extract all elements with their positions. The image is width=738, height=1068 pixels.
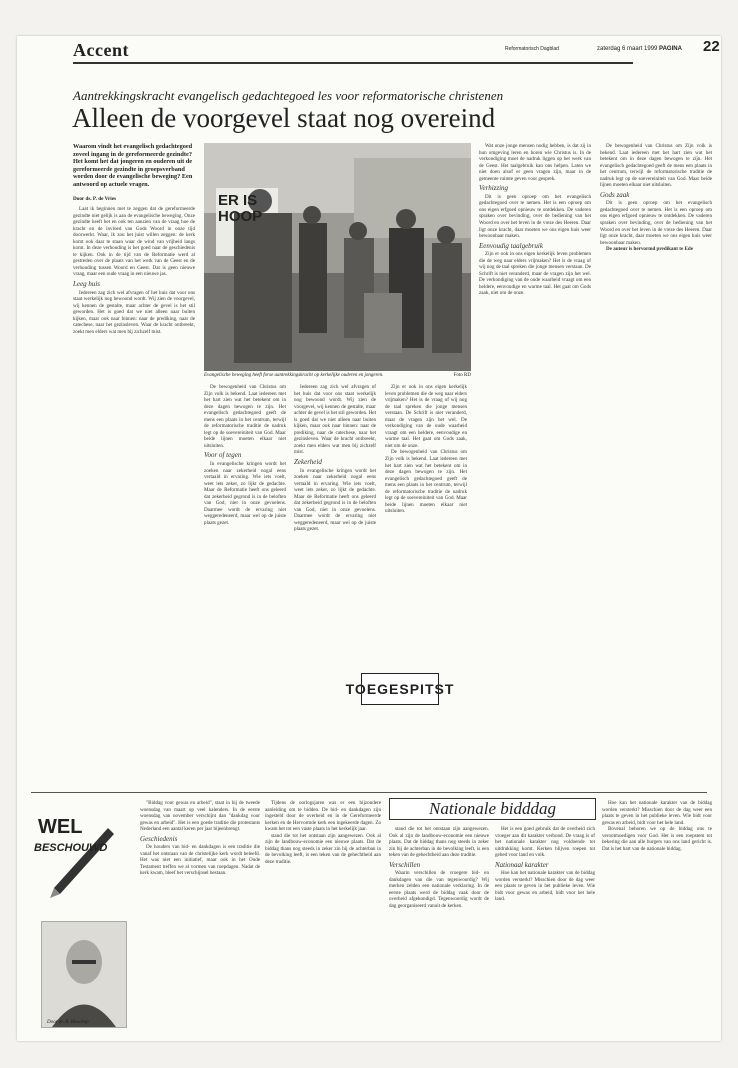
paragraph: "Biddag voor gewas en arbeid", staat in bij de tweede woensdag van maart op veel kalenders. In de eerste woensdag van november verschijnt dan "dankdag voor gewas en arbeid". Het is een goede traditie die protestants Nederland een aantal keren per jaar bijeenbrengt. (140, 800, 260, 833)
page-header (17, 36, 721, 88)
subhead: Verhizzing (479, 184, 509, 193)
paragraph: Iedereen zag zich wel afvragen of het huis dat voor ons staat werkelijk nog bewoond wordt. Wij zien de voorgevel, wij kennen de gestalte, maar achter de gevel is het stil geworden. Het is goed dat we niet alleen naar buiten kijken, maar ook naar binnen: naar de prediking, naar de catechese, naar het gezinsleven. Waar de kracht ontbreekt, zoekt men elders wat men bij zichzelf mist. (294, 384, 376, 456)
opinion-column-1 (140, 800, 260, 1030)
opinion-column-4 (495, 826, 595, 1030)
subhead: Nationaal karakter (495, 860, 549, 869)
newspaper-page (17, 36, 721, 1041)
paragraph: Bovenal behoren we op de biddag ons te verootmoedigen voor God. Het is een roepstem tot bekering die aan alle burgers van ons land gericht is. Dat is het hart van de nationale biddag. (602, 826, 712, 852)
paragraph: Dit is geen oproep om het evangelisch gedachtegoed over te nemen. Het is een oproep om ons eigen erfgoed opnieuw te ontdekken. De vaderen spraken over bevinding, over de bediening van het Woord en over het leven in de vreze des Heeren. Daar ligt onze kracht, daar moeten we ons eigen huis weer bewoonbaar maken. (479, 193, 591, 240)
paragraph: In evangelische kringen wordt het zoeken naar zekerheid nogal eens vertaald in ervaring. Wie iets voelt, weet iets zeker, zo lijkt de gedachte. Maar de Reformatie heeft ons geleerd dat zekerheid gegrond is in de beloften van God, niet in onze gevoelens. Daarmee wordt de ervaring niet weggeredeneerd, maar wel op de juiste plaats gezet. (294, 467, 376, 533)
opinion-title: Nationale bidddag (389, 798, 596, 820)
paragraph: De houders van bid- en dankdagen is een traditie die vanaf het ontstaan van de christelijke kerk wordt beleefd. Het was niet een initiatief, maar ook in het Oude Testament treffen we al vormen van roepdagen. Nadat de kerk kwam, bleef het verschijnsel bestaan. (140, 844, 260, 877)
subhead: Voor of tegen (204, 451, 242, 460)
subhead: Gods zaak (600, 190, 630, 199)
paragraph: Tijdens de oorlogsjaren was er een bijzondere aanleiding om te bidden. De bid- en dankdagen zijn ingesteld door de overheid en in de Gereformeerde kerken en de Hervormde kerk een ingekeerde dagen. Zo kwam het tot een vaste plaats in het kerkelijk jaar. (265, 800, 381, 833)
article-column-4 (385, 384, 467, 664)
paragraph: De bewogenheid van Christus om Zijn volk is bekend. Laat iedereen met het hart zien wat het betekent om in deze dagen bewogen te zijn. Het evangelisch gedachtegoed geeft de mens een plaats in het centrum, terwijl de reformatorische traditie de nadruk legt op de soevereiniteit van God. Maar beide lijnen moeten elkaar niet uitsluiten. (600, 143, 712, 189)
paragraph: De bewogenheid van Christus om Zijn volk is bekend. Laat iedereen met het hart zien wat het betekent om in deze dagen bewogen te zijn. Het evangelisch gedachtegoed geeft de mens een plaats in het centrum, terwijl de reformatorische traditie de nadruk legt op de soevereiniteit van God. Maar beide lijnen moeten elkaar niet uitsluiten. (204, 384, 286, 449)
paragraph: Dit is geen oproep om het evangelisch gedachtegoed over te nemen. Het is een oproep om ons eigen erfgoed opnieuw te ontdekken. De vaderen spraken over bevinding, over de bediening van het Woord en over het leven in de vreze des Heeren. Daar ligt onze kracht, daar moeten we ons eigen huis weer bewoonbaar maken. (600, 200, 712, 246)
article-column-6 (600, 143, 712, 782)
paragraph: Hoe kan het nationale karakter van de biddag worden versterkt? Misschien door de dag weer een plaats te geven in het publieke leven. Wie bidt voor gewas en arbeid, bidt voor het hele land. (495, 870, 595, 903)
article-headline: Alleen de voorgevel staat nog overeind (72, 103, 496, 133)
article-column-3 (294, 384, 376, 782)
header-rule (73, 62, 633, 64)
date-text: zaterdag 6 maart 1999 (597, 46, 658, 52)
toegespitst-logo: TOEGESPITST (361, 673, 439, 705)
paragraph: Wat onze jonge mensen nodig hebben, is dat zij in hun omgeving leren en horen wie Christus is. In de verkondiging moet de nadruk liggen op het werk van de Geest. Het taalgebruik kan ons helpen. Laten we niet doen alsof er geen vragen zijn, maar in de gemeente ruimte geven voor gesprek. (479, 143, 591, 182)
author-note: De auteur is hervormd predikant te Ede (606, 246, 693, 253)
paragraph: Waarin verschillen de vroegere bid- en dankdagen van die van tegenwoordig? Wij merken zelden een nationale verklaring. In de eerste plaats werd de biddag vaak door de overheid afgekondigd. Tegenwoordig wordt de dag georganiseerd vanuit de kerken. (389, 870, 489, 910)
logo-line-2: BESCHOUWD (34, 842, 108, 854)
article-kicker: Aantrekkingskracht evangelisch gedachtegoed les voor reformatorische christenen (73, 88, 504, 103)
article-photo (204, 143, 471, 371)
article-byline: Door ds. P. de Vries (73, 196, 117, 202)
photo-caption (204, 373, 471, 378)
article-column-2 (204, 384, 286, 782)
subhead: Geschiedenis (140, 834, 178, 843)
subhead: Zekerheid (294, 458, 322, 467)
paragraph: Laat ik beginnen met te zeggen dat de gereformeerde gezindte niet gelijk is aan de evangelische beweging. Onze gezindte heeft het en ook ten aanzien van de vraag hoe de kracht en de invloed van Gods Woord in onze tijd doorwerkt. Waar, ik zou het juist willen zeggen: de kerk komt ook daar te staan waar de wind van vrijheid langs komt. In deze verhouding is het goed naar de geschiedenis te kijken. Ook in de tijd van de Reformatie werd al gestreden over de plaats van het werk van de Geest en de verhouding tussen Woord en Geest. Dat is geen nieuwe vraag, maar een oude vraag in een nieuwe jas. (73, 206, 195, 278)
article-column-5 (479, 143, 591, 782)
paragraph: Het is een goed gebruik dat de overheid zich vroeger aan dit karakter verbond. De vraag is of het nationale karakter nog voldoende tot uitdrukking komt. Kerken blijven roepen tot gebed voor land en volk. (495, 826, 595, 859)
paragraph: De bewogenheid van Christus om Zijn volk is bekend. Laat iedereen met het hart zien wat het betekent om in deze dagen bewogen te zijn. Het evangelisch gedachtegoed geeft de mens een plaats in het centrum, terwijl de reformatorische traditie de nadruk legt op de soevereiniteit van God. Maar beide lijnen moeten elkaar niet uitsluiten. (385, 449, 467, 515)
article-column-1 (73, 206, 195, 782)
paragraph: Iedereen zag zich wel afvragen of het huis dat voor ons staat werkelijk nog bewoond wordt. Wij zien de voorgevel, wij kennen de gestalte, maar achter de gevel is het stil geworden. Het is goed dat we niet alleen naar buiten kijken, maar ook naar binnen: naar de prediking, naar de catechese, naar het gezinsleven. Waar de kracht ontbreekt, zoekt men elders wat men bij zichzelf mist. (73, 289, 195, 335)
paragraph: Hoe kan het nationale karakter van de biddag worden versterkt? Misschien door de dag weer een plaats te geven in het publieke leven. Wie bidt voor gewas en arbeid, bidt voor het hele land. (602, 800, 712, 826)
page-number: 22 (703, 38, 720, 55)
subhead: Leeg huis (73, 280, 101, 289)
opinion-column-5 (602, 800, 712, 1030)
page-label: PAGINA (659, 46, 682, 52)
section-title: Accent (73, 40, 129, 60)
publication-name: Reformatorisch Dagblad (505, 46, 559, 52)
caption-text: Evangelische beweging heeft forse aantrekkingskracht op kerkelijke ouderen en jongeren. (204, 373, 384, 378)
article-lead: Waarom vindt het evangelisch gedachtegoed zoveel ingang in de gereformeerde gezindte? Het komt het dat jongeren en ouderen uit de gereformeerde gezindte in groepsverband worden door de evangelische beweging? Een antwoord op actuele vragen. (73, 143, 193, 188)
wel-beschouwd-logo (34, 810, 122, 898)
publication-date (597, 46, 682, 52)
photo-sign-text: ER IS HOOP (218, 192, 263, 225)
opinion-column-3 (389, 826, 489, 1030)
portrait-illustration (42, 922, 126, 1027)
paragraph: In evangelische kringen wordt het zoeken naar zekerheid nogal eens vertaald in ervaring. Wie iets voelt, weet iets zeker, zo lijkt de gedachte. Maar de Reformatie heeft ons geleerd dat zekerheid gegrond is in de beloften van God, niet in onze gevoelens. Daarmee wordt de ervaring niet weggeredeneerd, maar wel op de juiste plaats gezet. (204, 461, 286, 526)
paragraph: stand die tot het ontstaan zijn aangewezen. Ook al zijn de landbouw-economie een nieuwe plaats. Dat de biddag thans nog steeds in zeker zin bij de achterban in de bevolking leeft, is een teken van de gehechtheid aan deze traditie. (265, 832, 381, 865)
subhead: Eenvoudig taalgebruik (479, 241, 543, 250)
paragraph: stand die tot het ontstaan zijn aangewezen. Ook al zijn de landbouw-economie een nieuwe plaats. Dat de biddag thans nog steeds in zeker zin bij de achterban in de bevolking leeft, is een teken van de gehechtheid aan deze traditie. (389, 826, 489, 859)
paragraph: Zijn er ook in ons eigen kerkelijk leven problemen die de weg naar elders vrijmaken? Het is de vraag of wij nog de taal spreken die jonge mensen verstaan. De Schrift is niet veranderd, maar de vragen zijn het wel. De verkondiging van de oude waarheid vraagt om een heldere, eenvoudige en warme taal. Het gaat om Gods zaak, niet om de onze. (385, 384, 467, 449)
paragraph: Zijn er ook in ons eigen kerkelijk leven problemen die de weg naar elders vrijmaken? Het is de vraag of wij nog de taal spreken die jonge mensen verstaan. De Schrift is niet veranderd, maar de vragen zijn het wel. De verkondiging van de oude waarheid vraagt om een heldere, eenvoudige en warme taal. Het gaat om Gods zaak, niet om de onze. (479, 251, 591, 297)
opinion-column-2 (265, 800, 381, 1030)
market-scene-illustration (204, 143, 471, 371)
section-divider (31, 792, 707, 793)
photo-credit: Foto RD (453, 373, 471, 378)
portrait-caption: Door dr. R. Bisschop (47, 1020, 89, 1025)
subhead: Verschillen (389, 860, 421, 869)
author-portrait (41, 921, 127, 1028)
logo-line-1: WEL (38, 816, 83, 838)
